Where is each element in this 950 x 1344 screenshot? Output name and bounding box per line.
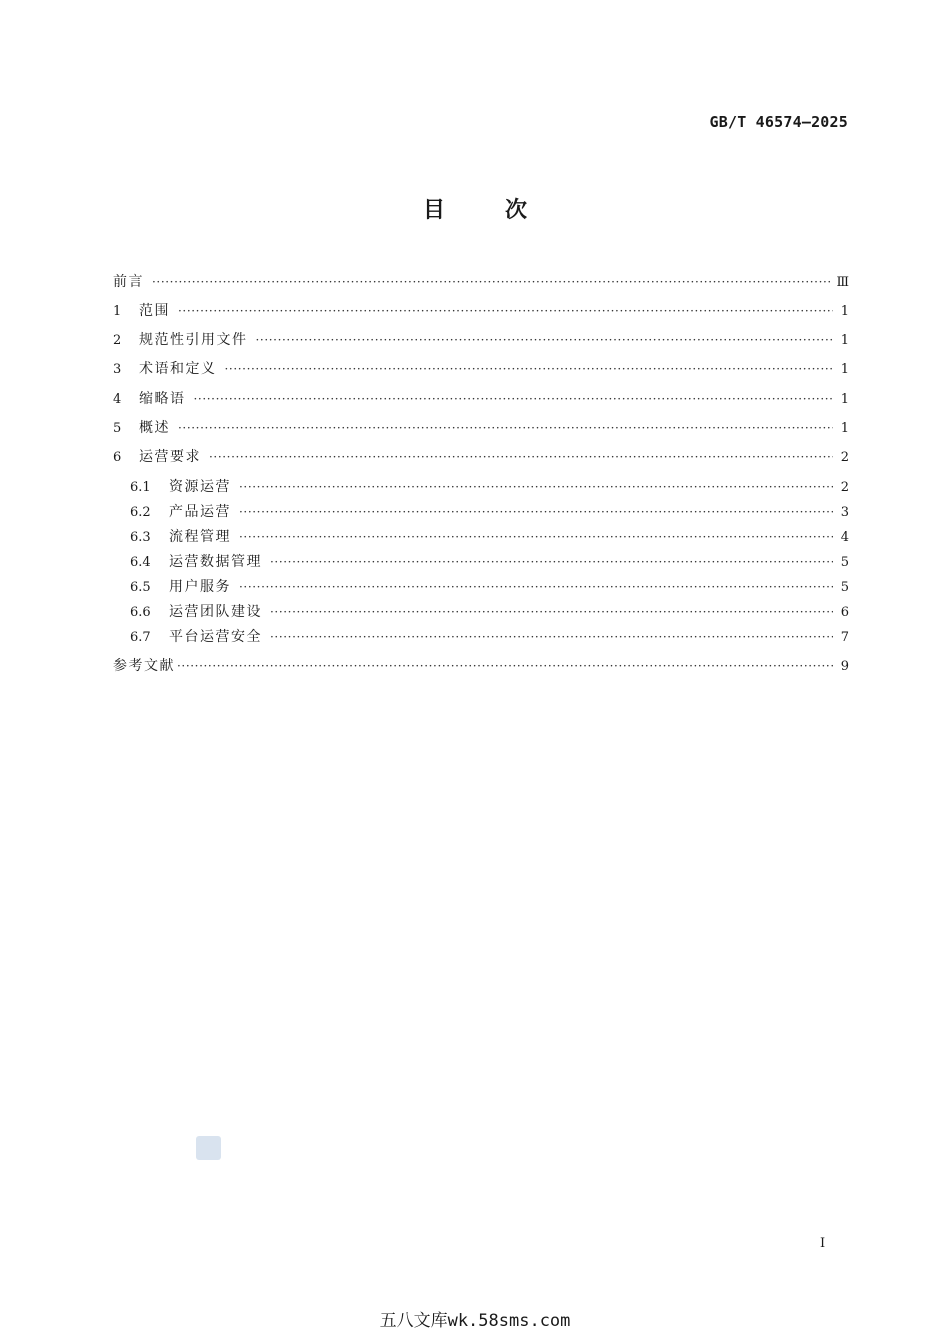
toc-entry[interactable] [113, 389, 849, 409]
toc-entry[interactable] [113, 656, 849, 676]
toc-entry-page: 4 [840, 530, 849, 545]
toc-entry-label: 前言 [113, 274, 144, 290]
toc-entry-page: 1 [840, 333, 849, 348]
toc-entry-page: 5 [840, 580, 849, 595]
toc-dot-leader [178, 418, 833, 438]
toc-entry[interactable] [130, 502, 849, 522]
toc-entry-label: 用户服务 [169, 579, 231, 595]
toc-dot-leader [177, 656, 833, 676]
toc-dot-leader [239, 577, 833, 597]
toc-entry[interactable] [130, 552, 849, 572]
page-number: I [820, 1236, 826, 1251]
toc-entry[interactable] [130, 627, 849, 647]
toc-entry[interactable] [113, 418, 849, 438]
toc-entry-number: 2 [113, 333, 122, 348]
title-char-1: 目 [422, 198, 445, 223]
toc-entry-number: 6.7 [130, 630, 151, 645]
toc-entry-page: 1 [840, 362, 849, 377]
toc-entry-page: 1 [840, 304, 849, 319]
toc-dot-leader [256, 330, 834, 350]
toc-entry-label: 术语和定义 [139, 361, 217, 377]
toc-entry-label: 参考文献 [113, 658, 175, 674]
toc-entry-page: 7 [840, 630, 849, 645]
title-char-2: 次 [505, 198, 528, 223]
toc-entry-number: 6.1 [130, 480, 151, 495]
page-title [0, 193, 950, 224]
toc-entry[interactable] [130, 577, 849, 597]
toc-entry[interactable] [130, 602, 849, 622]
toc-entry-label: 产品运营 [169, 504, 231, 520]
toc-dot-leader [270, 602, 833, 622]
toc-entry-number: 4 [113, 392, 122, 407]
toc-entry-label: 概述 [139, 420, 170, 436]
toc-entry-number: 6.4 [130, 555, 151, 570]
toc-entry-label: 范围 [139, 303, 170, 319]
toc-entry-number: 5 [113, 421, 122, 436]
toc-entry-page: Ⅲ [836, 275, 849, 290]
toc-entry-label: 缩略语 [139, 391, 186, 407]
toc-entry-number: 3 [113, 362, 122, 377]
toc-entry-number: 6.6 [130, 605, 151, 620]
toc-entry-number: 1 [113, 304, 122, 319]
toc-entry-number: 6.2 [130, 505, 151, 520]
standard-number: GB/T 46574—2025 [709, 113, 848, 131]
toc-entry[interactable] [130, 477, 849, 497]
toc-dot-leader [270, 552, 833, 572]
toc-dot-leader [225, 359, 834, 379]
toc-entry-page: 3 [840, 505, 849, 520]
toc-dot-leader [239, 477, 833, 497]
toc-entry-label: 运营团队建设 [169, 604, 262, 620]
toc-entry-page: 2 [840, 480, 849, 495]
toc-entry[interactable] [130, 527, 849, 547]
toc-entry-number: 6 [113, 450, 122, 465]
toc-dot-leader [270, 627, 833, 647]
toc-entry[interactable] [113, 330, 849, 350]
toc-entry-page: 1 [840, 392, 849, 407]
toc-entry[interactable] [113, 301, 849, 321]
toc-entry-label: 运营要求 [139, 449, 201, 465]
toc-entry[interactable] [113, 272, 849, 292]
toc-entry-label: 平台运营安全 [169, 629, 262, 645]
toc-entry[interactable] [113, 447, 849, 467]
toc-dot-leader [194, 389, 834, 409]
toc-entry-label: 流程管理 [169, 529, 231, 545]
toc-entry[interactable] [113, 359, 849, 379]
toc-entry-page: 9 [840, 659, 849, 674]
toc-entry-label: 运营数据管理 [169, 554, 262, 570]
toc-entry-page: 6 [840, 605, 849, 620]
footer-watermark: 五八文库wk.58sms.com [379, 1311, 571, 1331]
toc-entry-number: 6.5 [130, 580, 151, 595]
toc-entry-label: 规范性引用文件 [139, 332, 248, 348]
toc-dot-leader [178, 301, 833, 321]
toc-entry-page: 5 [840, 555, 849, 570]
toc-entry-page: 1 [840, 421, 849, 436]
sac-logo [196, 1136, 221, 1160]
toc-dot-leader [152, 272, 830, 292]
toc-dot-leader [239, 502, 833, 522]
toc-entry-label: 资源运营 [169, 479, 231, 495]
toc-dot-leader [239, 527, 833, 547]
toc-entry-page: 2 [840, 450, 849, 465]
toc-dot-leader [209, 447, 833, 467]
toc-entry-number: 6.3 [130, 530, 151, 545]
